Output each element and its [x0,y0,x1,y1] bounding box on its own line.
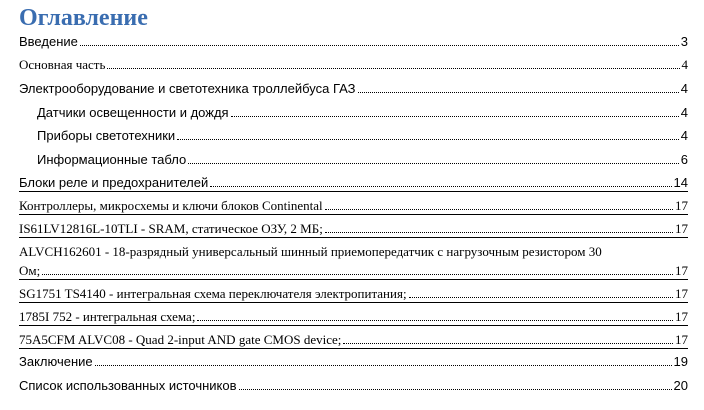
separator-line [19,302,688,303]
toc-entry-page: 3 [680,34,688,49]
separator-line [19,191,688,192]
toc-entry-label: Основная часть [19,57,106,72]
toc-entry-page: 6 [680,152,688,167]
toc-entry-transceiver[interactable] [19,244,688,278]
dot-leader [42,274,673,275]
toc-entry-label: Датчики освещенности и дождя [37,105,229,120]
toc-entry-ic[interactable] [19,309,688,324]
toc-entry-relay-blocks[interactable] [19,175,688,190]
dot-leader [210,186,671,187]
toc-entry-sram[interactable] [19,221,688,236]
toc-entry-page: 17 [675,221,688,236]
toc-entry-label: Заключение [19,354,93,369]
dot-leader [358,92,679,93]
separator-line [19,237,688,238]
toc-entry-label: Приборы светотехники [37,128,176,143]
separator-line [19,279,688,280]
toc-entry-label: IS61LV12816L-10TLI - SRAM, статическое ОЗУ, 2 МБ; [19,221,323,236]
toc-entry-page: 4 [680,81,688,96]
dot-leader [80,45,679,46]
toc-entry-introduction[interactable] [19,34,688,49]
toc-entry-page: 17 [675,263,688,278]
toc-entry-page: 17 [675,309,688,324]
toc-entry-label-line2: Ом; [19,263,41,278]
toc-entry-label: 75A5CFM ALVC08 - Quad 2-input AND gate CMOS device; [19,332,342,347]
toc-entry-label: Введение [19,34,78,49]
dot-leader [177,139,679,140]
dot-leader [231,116,679,117]
dot-leader [343,343,673,344]
toc-entry-page: 17 [675,286,688,301]
toc-entry-lighting-devices[interactable] [37,128,688,143]
toc-entry-page: 19 [673,354,688,369]
dot-leader [197,320,673,321]
separator-line [19,325,688,326]
toc-entry-label: Блоки реле и предохранителей [19,175,209,190]
toc-entry-label-line1: ALVCH162601 - 18-разрядный универсальный шинный приемопередатчик с нагрузочным резистором 30 [19,244,602,259]
dot-leader [325,209,673,210]
toc-entry-label: Электрооборудование и светотехника троллейбуса ГАЗ [19,81,356,96]
dot-leader [409,297,673,298]
toc-entry-page: 4 [680,128,688,143]
toc-entry-sensors[interactable] [37,105,688,120]
toc-entry-power-switch[interactable] [19,286,688,301]
toc-entry-conclusion[interactable] [19,354,688,369]
toc-entry-label: SG1751 TS4140 - интегральная схема переключателя электропитания; [19,286,407,301]
toc-entry-page: 20 [673,378,688,393]
toc-entry-controllers[interactable] [19,198,688,213]
toc-title: Оглавление [19,5,148,31]
separator-line [19,214,688,215]
dot-leader [107,68,679,69]
toc-entry-page: 4 [681,57,688,72]
toc-entry-electrical-equipment[interactable] [19,81,688,96]
toc-entry-label: Информационные табло [37,152,187,167]
toc-entry-page: 17 [675,198,688,213]
toc-entry-label: Контроллеры, микросхемы и ключи блоков Continental [19,198,323,213]
toc-entry-main-part[interactable] [19,57,688,72]
dot-leader [325,232,673,233]
toc-entry-label: 1785I 752 - интегральная схема; [19,309,196,324]
toc-entry-page: 4 [680,105,688,120]
toc-entry-label: Список использованных источников [19,378,237,393]
separator-line [19,348,688,349]
dot-leader [95,365,672,366]
toc-entry-page: 17 [675,332,688,347]
dot-leader [239,389,672,390]
dot-leader [188,163,679,164]
toc-entry-page: 14 [673,175,688,190]
toc-entry-references[interactable] [19,378,688,393]
toc-entry-and-gate[interactable] [19,332,688,347]
toc-entry-info-displays[interactable] [37,152,688,167]
